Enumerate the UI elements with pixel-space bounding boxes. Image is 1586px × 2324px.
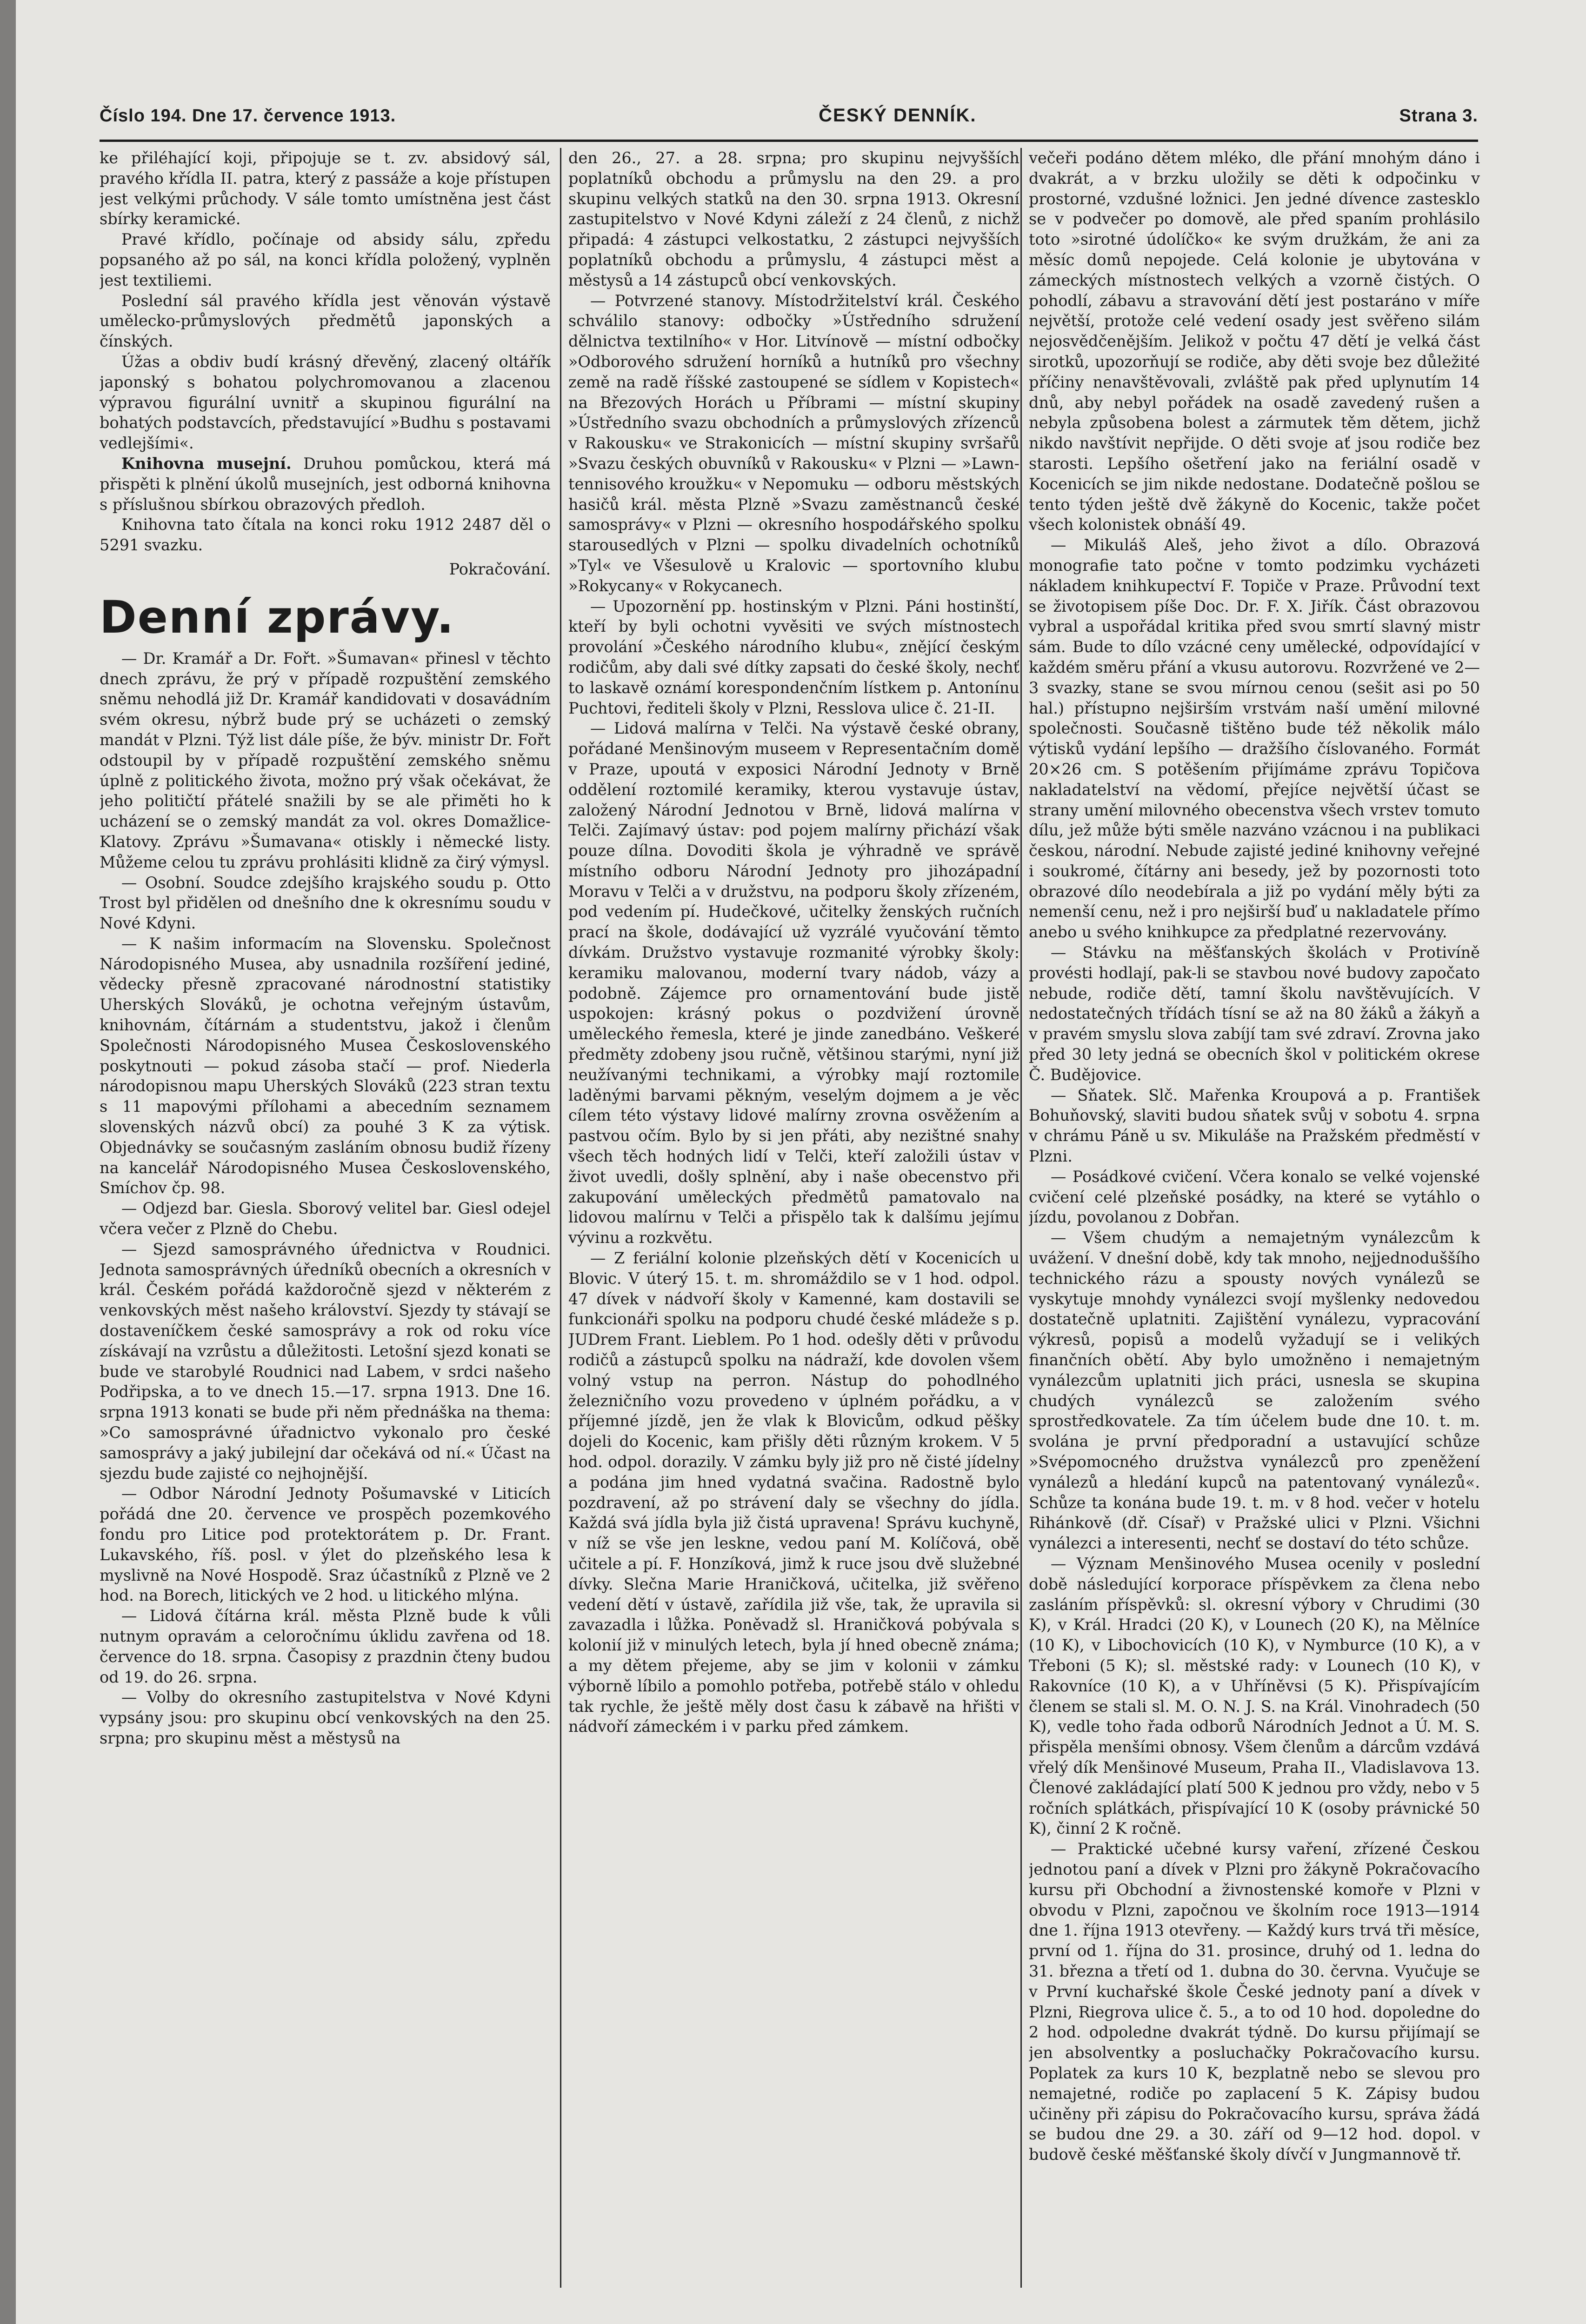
header-rule	[100, 140, 1478, 142]
article-paragraph: ke přiléhající koji, připojuje se t. zv. absidový sál, pravého křídla II. patra, který z passáže a koje přístupen jest velkými průchody. V sále tomto umístněna jest část sbírky keramické.	[100, 149, 551, 228]
paragraph-lead: Knihovna musejní.	[121, 454, 292, 473]
scan-edge-shadow	[0, 0, 16, 2324]
article-paragraph: Poslední sál pravého křídla jest věnován výstavě umělecko-průmyslových předmětů japonských a čínských.	[100, 291, 551, 351]
continuation-note: Pokračování.	[449, 560, 551, 578]
page-number: Strana 3.	[1399, 106, 1478, 126]
news-item: — Volby do okresního zastupitelstva v Nové Kdyni vypsány jsou: pro skupinu obcí venkovských na den 25. srpna; pro skupinu měst a městysů na	[100, 1688, 551, 1747]
article-paragraph: den 26., 27. a 28. srpna; pro skupinu nejvyšších poplatníků obchodu a průmyslu na den 29. a pro skupinu velkých statků na den 30. srpna 1913. Okresní zastupitelstvo v Nové Kdyni záleží z 24 členů, z nichž připadá: 4 zástupci velkostatku, 2 zástupci nejvyšších poplatníků obchodu a průmyslu, 4 zástupci měst a městysů a 14 zástupců obcí venkovských.	[568, 149, 1020, 289]
news-item: — Potvrzené stanovy. Místodržitelství král. Českého schválilo stanovy: odbočky »Ústředního sdružení dělnictva textilního« v Hor. Litvínově — místní odbočky »Odborového sdružení horníků a hutníků pro všechny země na radě říšské zastoupené se sídlem v Kopistech« na Březových Horách u Příbrami — místní skupiny »Ústředního svazu obchodních a průmyslových zřízenců v Rakousku« ve Strakonicích — místní skupiny svršařů »Svazu českých obuvníků v Rakousku« v Plzni — »Lawn-tennisového kroužku« v Nepomuku — odboru městských hasičů král. města Plzně »Svazu zaměstnanců české samosprávy« v Plzni — okresního hospodářského spolku starousedlých v Plzni — spolku divadelních ochotníků »Tyl« ve Všesulově u Kralovic — sportovního klubu »Rokycany« v Rokycanech.	[568, 291, 1020, 595]
article-paragraph: Pravé křídlo, počínaje od absidy sálu, zpředu popsaného až po sál, na konci křídla položený, vyplněn jest textiliemi.	[100, 230, 551, 289]
news-item: — Odbor Národní Jednoty Pošumavské v Liticích pořádá dne 20. července ve prospěch pozemkového fondu pro Litice pod protektorátem p. Dr. Frant. Lukavského, říš. posl. v ýlet do plzeňského lesa k myslivně na Nové Hospodě. Sraz účastníků z Plzně ve 2 hod. na Borech, litických ve 2 hod. u litického mlýna.	[100, 1484, 551, 1605]
issue-date: Číslo 194. Dne 17. července 1913.	[100, 106, 396, 126]
page-header	[100, 105, 1478, 136]
news-item: — Stávku na měšťanských školách v Protivíně provésti hodlají, pak-li se stavbou nové budovy započato nebude, rodiče dětí, tamní školu navštěvujících. V nedostatečných třídách tísní se až na 80 žáků a žákyň a v pravém smyslu slova zabíjí tam své zdraví. Zrovna jako před 30 lety jedná se obecních škol v politickém okrese Č. Budějovice.	[1029, 943, 1480, 1084]
news-item: — Všem chudým a nemajetným vynálezcům k uvážení. V dnešní době, kdy tak mnoho, nejjednoduššího technického rázu a spousty nových vynálezů se vyskytuje mnohdy vynálezci svojí myšlenky nedovedou dostatečně uplatniti. Zajištění vynálezu, vypracování výkresů, popisů a modelů vyžadují se i velikých finančních obětí. Aby bylo umožněno i nemajetným vynálezcům uplatniti jich práci, usnesla se skupina chudých vynálezců se založením svého sprostředkovatele. Za tím účelem bude dne 10. t. m. svolána je první předporadní a ustavující schůze »Svépomocného družstva vynálezců pro zpeněžení vynálezů a hledání kupců na patentovaný vynálezů«. Schůze ta konána bude 19. t. m. v 8 hod. večer v hotelu Rihánkově (dř. Císař) v Pražské ulici v Plzni. Všichni vynálezci a interesenti, nechť se dostaví do této schůze.	[1029, 1229, 1480, 1553]
paragraph-text: Druhou pomůckou, která má přispěti k plnění úkolů musejních, jest odborná knihovna s příslušnou sbírkou obrazových předloh.	[100, 454, 551, 514]
article-paragraph: Úžas a obdiv budí krásný dřevěný, zlacený oltářík japonský s bohatou polychromovanou a zlacenou výpravou figurální uvnitř a skupinou figurální na bohatých podstavcích, představující »Budhu s postavami vedlejšími«.	[100, 352, 551, 453]
column-divider-1	[560, 148, 561, 2288]
masthead-title: ČESKÝ DENNÍK.	[819, 105, 977, 126]
news-item: — Osobní. Soudce zdejšího krajského soudu p. Otto Trost byl přidělen od dnešního dne k okresnímu soudu v Nové Kdyni.	[100, 873, 551, 933]
article-paragraph: večeři podáno dětem mléko, dle přání mnohým dáno i dvakrát, a v brzku uložily se děti k odpočinku v prostorné, vzdušné ložnici. Jen jedné dívence zastesklo se v podvečer po domově, ale před spaním prohlásilo toto »sirotné údolíčko« ke svým družkám, že ani za měsíc domů nepojede. Celá kolonie je ubytována v zámeckých místnostech velkých a vzorně čistých. O pohodlí, zábavu a stravování dětí jest postaráno v míře největší, protože celé vedení osady jest svěřeno silám nejosvědčenějším. Jelikož v počtu 47 dětí je velká část sirotků, upozorňují se rodiče, aby děti svoje bez důležité příčiny nenavštěvovali, zvláště pak před uplynutím 14 dnů, aby nebyl pořádek na osadě zavedený rušen a nebyla způsobena bolest a zármutek těm dětem, jichž nikdo navštívit nepřijde. O děti svoje ať jsou rodiče bez starosti. Lepšího ošetření jako na feriální osadě v Kocenicích se jim nikde nedostane. Dodatečně pošlou se tento týden ještě dvě žákyně do Kocenic, takže počet všech kolonistek obnáší 49.	[1029, 149, 1480, 534]
news-item: — Upozornění pp. hostinským v Plzni. Páni hostinští, kteří by byli ochotni vyvěsiti ve svých místnostech provolání »Českého národního klubu«, znějící českým rodičům, aby dali své dítky zapsati do české školy, nechť to laskavě oznámí korespondenčním lístkem p. Antonínu Puchtovi, řediteli školy v Plzni, Resslova ulice č. 21-II.	[568, 597, 1020, 717]
news-item: — Lidová čítárna král. města Plzně bude k vůli nutnym opravám a celoročnímu úklidu zavřena od 18. července do 18. srpna. Časopisy z prazdnin čteny budou od 19. do 26. srpna.	[100, 1607, 551, 1686]
news-item: — Sjezd samosprávného úřednictva v Roudnici. Jednota samosprávných úředníků obecních a okresních v král. Českém pořádá každoročně sjezd v některém z venkovských měst našeho království. Sjezdy ty stávají se dostaveníčkem české samosprávy a rok od roku více získávají na vzrůstu a důležitosti. Letošní sjezd konati se bude ve starobylé Roudnici nad Labem, v srdci našeho Podřipska, a to ve dnech 15.—17. srpna 1913. Dne 16. srpna 1913 konati se bude při něm přednáška na thema: »Co samosprávné úřadnictvo vykonalo pro české samosprávy a jaký jubilejní dar očekává od ní.« Účast na sjezdu bude zajisté co nejhojnější.	[100, 1240, 551, 1483]
news-item: — Lidová malírna v Telči. Na výstavě české obrany, pořádané Menšinovým museem v Representačním domě v Praze, upoutá v exposici Národní Jednoty v Brně oddělení roztomilé keramiky, kterou vystavuje ústav, založený Národní Jednotou v Brně, lidová malírna v Telči. Zajímavý ústav: pod pojem malírny přichází však pouze dílna. Dovoditi škola je výhradně ve správě místního odboru Národní Jednoty pro jihozápadní Moravu v Telči a v družstvu, na podporu školy zřízeném, pod vedením pí. Hudečkové, učitelky ženských ručních prací na škole, dodávající už vyzrálé vyučování těmto dívkám. Družstvo vystavuje rozmanité výrobky školy: keramiku malovanou, moderní tvary nádob, vázy a podobně. Zájemce pro ornamentování bude jistě uspokojen: krásný pokus o pozdvižení úrovně uměleckého řemesla, které je jinde zanedbáno. Veškeré předměty zdobeny jsou ručně, většinou starými, nyní již neužívanými technikami, a výrobky mají roztomile laděnými barvami pěkným, veselým dojmem a je věc cílem této výstavy lidové malírny zrovna osvěžením a pastvou očím. Bylo by si jen přáti, aby nezištné snahy všech těch hodných lidí v Telči, kteří založili ústav v život uvedli, došly splnění, aby i naše obecenstvo při zakupování uměleckých předmětů pamatovalo na lidovou malírnu v Telči a přispělo tak k dalšímu jejímu vývinu a rozkvětu.	[568, 719, 1020, 1247]
news-item: — K našim informacím na Slovensku. Společnost Národopisného Musea, aby usnadnila rozšíření jediné, vědecky přesně zpracované národnostní statistiky Uherských Slováků, je ochotna veřejným ústavům, knihovnám, čítárnám a studentstvu, jakož i členům Společnosti Národopisného Musea Československého poskytnouti — pokud zásoba stačí — prof. Niederla národopisnou mapu Uherských Slováků (223 stran textu s 11 mapovými přílohami a abecedním seznamem slovenských názvů obcí) za pouhé 3 K za výtisk. Objednávky se současným zasláním obnosu budiž řízeny na kancelář Národopisného Musea Československého, Smíchov čp. 98.	[100, 934, 551, 1197]
news-item: — Posádkové cvičení. Včera konalo se velké vojenské cvičení celé plzeňské posádky, na které se vytáhlo o jízdu, povolanou z Dobřan.	[1029, 1167, 1480, 1227]
article-paragraph: Knihovna tato čítala na konci roku 1912 2487 děl o 5291 svazku.	[100, 515, 551, 554]
news-item: — Dr. Kramář a Dr. Fořt. »Šumavan« přinesl v těchto dnech zprávu, že prý v případě rozpuštění zemského sněmu nehodlá již Dr. Kramář kandidovati v dosavádním svém okresu, nýbrž bude prý se ucházeti o zemský mandát v Plzni. Týž list dále píše, že býv. ministr Dr. Fořt odstoupil by v případě rozpuštění zemského sněmu úplně z politického života, možno prý však očekávat, že jeho političtí přátelé snažili by se ale přiměti ho k ucházení se o zemský mandát za vol. okres Domažlice-Klatovy. Zprávu »Šumavana« otiskly i německé listy. Můžeme celou tu zprávu prohlásiti klidně za čirý výmysl.	[100, 649, 551, 871]
news-item: — Z feriální kolonie plzeňských dětí v Kocenicích u Blovic. V úterý 15. t. m. shromáždilo se v 1 hod. odpol. 47 dívek v nádvoří školy v Kamenné, kam dostavili se funkcionáři spolku na podporu chudé české mládeže s p. JUDrem Frant. Lieblem. Po 1 hod. odešly děti v průvodu rodičů a zástupců spolku na nádraží, kde dovolen všem volný vstup na perron. Nástup do pohodlného železničního vozu provedeno v úplném pořádku, a v příjemné jízdě, jen že vlak k Blovicům, odkud pěšky dojeli do Kocenic, kam přišly děti různým krokem. V 5 hod. odpol. dorazily. V zámku byly již pro ně čisté jídelny a podána jim hned vydatná svačina. Radostně bylo pozdravení, až po strávení daly se všechny do jídla. Každá svá jídla byla již čistá upravena! Správu kuchyně, v níž se vše jen leskne, vedou paní M. Kolíčová, obě učitele a pí. F. Honzíková, jimž k ruce jsou dvě služebné dívky. Slečna Marie Hraničková, učitelka, již svěřeno vedení dětí v ústavě, zařídila již vše, tak, že upravila si zavazadla i lůžka. Poněvadž sl. Hraničková pobývala s kolonií již v minulých letech, byla jí hned obecně známa; a my dětem přejeme, aby se jim v kolonii v zámku výborně líbilo a pomohlo potřeba, potřebě stálo v ohledu tak rychle, že ještě měly dost času k zábavě na hřišti v nádvoří zámeckém i v parku před zámkem.	[568, 1249, 1020, 1736]
news-item: — Mikuláš Aleš, jeho život a dílo. Obrazová monografie tato počne v tomto podzimku vycházeti nákladem knihkupectví F. Topiče v Praze. Průvodní text se životopisem píše Doc. Dr. F. X. Jiřík. Část obrazovou vybral a uspořádal kritika před svou smrtí slavný mistr sám. Bude to dílo vzácné ceny umělecké, odpovídající v každém směru přání a vkusu autorovu. Rozvržené ve 2—3 svazky, stane se svou mírnou cenou (sešit asi po 50 hal.) přístupno nejširším vrstvám naší umění milovné společnosti. Současně tištěno bude též několik málo výtisků vydání lepšího — dražšího číslovaného. Formát 20×26 cm. S potěšením přijímáme zprávu Topičova nakladatelství na vědomí, přejíce největší účast se strany umění milovného obecenstva všech vrstev tomuto dílu, jež může býti směle nazváno vzácnou i na publikaci českou, národní. Nebude zajisté jediné knihovny veřejné i soukromé, čítárny ani besedy, jež by pozornosti toto obrazové dílo neodebírala a již po vydání měly býti za nemenší cenu, než i pro nejširší buď u nakladatele přímo anebo u svého knihkupce za předplatné rezervovány.	[1029, 536, 1480, 942]
news-item: — Praktické učebné kursy vaření, zřízené Českou jednotou paní a dívek v Plzni pro žákyně Pokračovacího kursu při Obchodní a živnostenské komoře v Plzni v obvodu v Plzni, započnou ve školním roce 1913—1914 dne 1. října 1913 otevřeny. — Každý kurs trvá tři měsíce, první od 1. října do 31. prosince, druhý od 1. ledna do 31. března a třetí od 1. dubna do 30. června. Vyučuje se v První kuchařské škole České jednoty paní a dívek v Plzni, Riegrova ulice č. 5., a to od 10 hod. dopoledne do 2 hod. odpoledne dvakrát týdně. Do kursu přijímají se jen absolventky a posluchačky Pokračovacího kursu. Poplatek za kurs 10 K, bezplatně nebo se slevou pro nemajetné, rodiče po zaplacení 5 K. Zápisy budou učiněny při zápisu do Pokračovacího kursu, správa žádá se budou dne 29. a 30. září od 9—12 hod. dopol. v budově české měšťanské školy dívčí v Jungmannově tř.	[1029, 1840, 1480, 2164]
section-title: Denní zprávy.	[100, 591, 455, 643]
news-item: — Odjezd bar. Giesla. Sborový velitel bar. Giesl odejel včera večer z Plzně do Chebu.	[100, 1199, 551, 1238]
column-3	[1029, 148, 1480, 2297]
column-2	[568, 148, 1020, 2297]
news-item: — Význam Menšinového Musea ocenily v poslední době následující korporace příspěvkem za člena nebo zasláním příspěvků: sl. okresní výbory v Chrudimi (30 K), v Král. Hradci (20 K), v Lounech (20 K), na Mělníce (10 K), v Libochovicích (10 K), v Nymburce (10 K), a v Třeboni (5 K); sl. městské rady: v Lounech (10 K), v Rakovníce (10 K), a v Uhříněvsi (5 K). Přispívajícím členem se stali sl. M. O. N. J. S. na Král. Vinohradech (50 K), vedle toho řada odborů Národních Jednot a Ú. M. S. přispěla menšími obnosy. Všem členům a dárcům vzdává vřelý dík Menšinové Museum, Praha II., Vladislavova 13. Členové zakládající platí 500 K jednou pro vždy, nebo v 5 ročních splátkách, přispívající 10 K (osoby právnické 50 K), činní 2 K ročně.	[1029, 1554, 1480, 1838]
column-divider-2	[1020, 148, 1022, 2288]
article-paragraph	[100, 454, 551, 514]
column-1	[100, 148, 551, 2297]
news-item: — Sňatek. Slč. Mařenka Kroupová a p. František Bohuňovský, slaviti budou sňatek svůj v sobotu 4. srpna v chrámu Páně u sv. Mikuláše na Pražském předměstí v Plzni.	[1029, 1086, 1480, 1166]
